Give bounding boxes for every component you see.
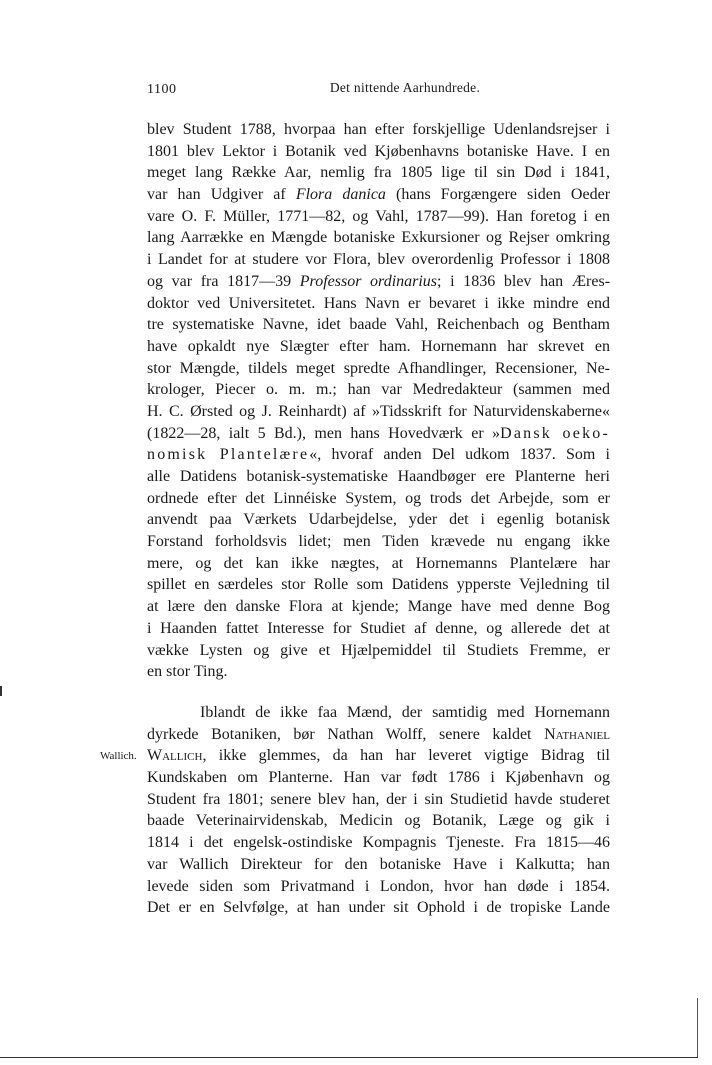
text-line: krologer, Piecer o. m. m.; han var Medredakteur (sammen med	[147, 381, 610, 399]
text-line: vare O. F. Müller, 1771—82, og Vahl, 1787—99). Han foretog i en	[147, 207, 610, 225]
text-line: levede siden som Privatmand i London, hvor han døde i 1854.	[147, 877, 610, 895]
text-line: meget lang Række Aar, nemlig fra 1805 lige til sin Død i 1841,	[147, 164, 610, 182]
small-caps-name: Wallich	[147, 747, 203, 765]
running-title: Det nittende Aarhundrede.	[329, 80, 481, 95]
text-line: en stor Ting.	[147, 663, 228, 681]
text-line: Kundskaben om Planterne. Han var født 1786 i Kjøbenhavn og	[147, 769, 610, 787]
scan-margin-mark	[0, 686, 2, 696]
text-line: i Haanden fattet Interesse for Studiet af denne, og allerede det at	[147, 619, 610, 637]
text-line: baade Veterinairvidenskab, Medicin og Botanik, Læge og gik i	[147, 812, 610, 830]
text-line: mere, og det kan ikke nægtes, at Hornemanns Plantelære har	[147, 554, 610, 572]
text-line: at lære den danske Flora at kjende; Mange have med denne Bog	[147, 598, 610, 616]
text-line: vække Lysten og give et Hjælpemiddel til Studiets Fremme, er	[147, 641, 610, 659]
small-caps-name: Nathaniel	[544, 725, 610, 743]
text-line: Iblandt de ikke faa Mænd, der samtidig med Hornemann	[200, 704, 610, 721]
text-line: tre systematiske Navne, idet baade Vahl, Reichenbach og Bentham	[147, 316, 610, 334]
text-line: alle Datidens botanisk-systematiske Haandbøger ere Planterne heri	[147, 468, 610, 485]
paragraph-hornemann	[147, 119, 610, 683]
text-line: og var fra 1817—39 Professor ordinarius; i 1836 blev han Æres-	[147, 272, 611, 290]
text-line: blev Student 1788, hvorpaa han efter forskjellige Udenlandsrejser i	[147, 121, 610, 138]
text-line: 1801 blev Lektor i Botanik ved Kjøbenhavns botaniske Have. I en	[147, 142, 610, 160]
text-line: Wallich, ikke glemmes, da han har leveret vigtige Bidrag til	[147, 747, 610, 765]
scan-edge-line	[697, 998, 698, 1058]
text-line: lang Aarrække en Mængde botaniske Exkursioner og Rejser omkring	[147, 229, 610, 247]
text-line: (1822—28, ialt 5 Bd.), men hans Hovedværk er »Dansk oeko-	[147, 424, 610, 442]
paragraph-wallich	[147, 702, 610, 919]
text-line: ordnede efter det Linnéiske System, og trods det Arbejde, som er	[147, 489, 610, 507]
text-line: var han Udgiver af Flora danica (hans Forgængere siden Oeder	[147, 186, 611, 204]
text-line: doktor ved Universitetet. Hans Navn er bevaret i ikke mindre end	[147, 294, 610, 312]
text-line: have opkaldt nye Slægter efter ham. Hornemann har skrevet en	[147, 337, 610, 355]
text-line: Forstand forholdsvis lidet; men Tiden krævede nu engang ikke	[147, 533, 610, 551]
text-line: Det er en Selvfølge, at han under sit Ophold i de tropiske Lande	[147, 899, 610, 917]
text-line: dyrkede Botaniken, bør Nathan Wolff, senere kaldet Nathaniel	[147, 725, 610, 743]
text-line: H. C. Ørsted og J. Reinhardt) af »Tidsskrift for Naturvidenskaberne«	[147, 402, 610, 420]
text-line: i Landet for at studere vor Flora, blev overordenlig Professor i 1808	[147, 251, 610, 269]
text-line: nomisk Plantelære«, hvoraf anden Del udkom 1837. Som i	[147, 446, 610, 464]
scan-bottom-edge	[0, 1057, 698, 1058]
spaced-title: nomisk Plantelære	[147, 446, 310, 464]
text-line: anvendt paa Værkets Udarbejdelse, yder det i egenlig botanisk	[147, 511, 610, 529]
text-line: var Wallich Direkteur for den botaniske Have i Kalkutta; han	[147, 855, 610, 873]
italic-text: Professor ordinarius	[299, 272, 438, 290]
page-number: 1100	[147, 82, 177, 97]
text-line: stor Mængde, tildels meget spredte Afhandlinger, Recensioner, Ne-	[147, 359, 610, 377]
margin-note: Wallich.	[100, 750, 137, 762]
text-line: 1814 i det engelsk-ostindiske Kompagnis Tjeneste. Fra 1815—46	[147, 834, 610, 852]
italic-text: Flora danica	[295, 186, 386, 204]
spaced-title: Dansk oeko-	[500, 424, 610, 442]
text-line: spillet en særdeles stor Rolle som Datidens ypperste Vejledning til	[147, 576, 610, 594]
text-line: Student fra 1801; senere blev han, der i sin Studietid havde studeret	[147, 790, 610, 808]
